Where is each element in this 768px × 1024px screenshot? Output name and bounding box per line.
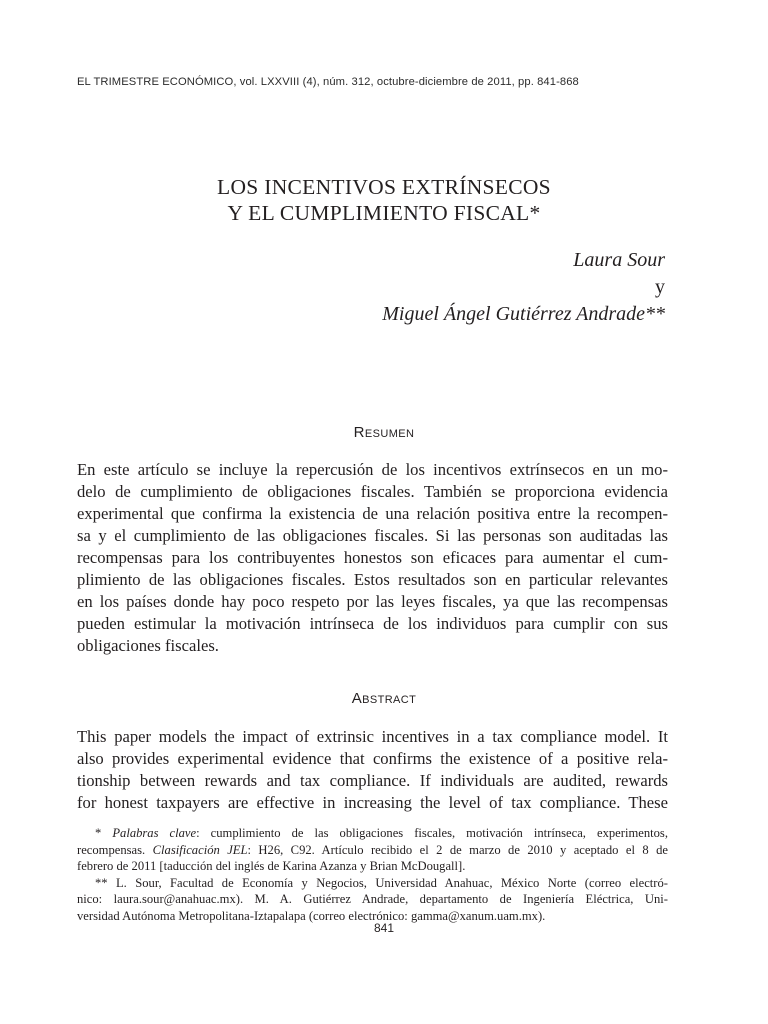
- resumen-line: sa y el cumplimiento de las obligaciones fiscales. Si las personas son auditadas las: [77, 526, 668, 545]
- abstract-heading: Abstract: [351, 690, 417, 707]
- resumen-line: delo de cumplimiento de obligaciones fiscales. También se proporciona evidencia: [77, 482, 668, 501]
- resumen-line: En este artículo se incluye la repercusión de los incentivos extrínsecos en un mo-: [77, 460, 668, 479]
- title-line-1: LOS INCENTIVOS EXTRÍNSECOS: [217, 175, 551, 199]
- jel-label: Clasificación JEL: [152, 842, 248, 857]
- abstract-line: also provides experimental evidence that confirms the existence of a positive rela-: [77, 749, 668, 768]
- resumen-heading: Resumen: [353, 424, 415, 441]
- title-line-2: Y EL CUMPLIMIENTO FISCAL*: [227, 201, 541, 225]
- author-2: Miguel Ángel Gutiérrez Andrade**: [382, 303, 665, 325]
- footnote-2-line-2: nico: laura.sour@anahuac.mx). M. A. Gutiérrez Andrade, departamento de Ingeniería Eléctrica, Uni-: [77, 892, 668, 906]
- abstract-line: This paper models the impact of extrinsic incentives in a tax compliance model. It: [77, 727, 668, 746]
- article-title: [0, 174, 768, 226]
- resumen-line: obligaciones fiscales.: [77, 636, 219, 655]
- footnotes: [77, 825, 668, 924]
- footnote-2-line-1: ** L. Sour, Facultad de Economía y Negocios, Universidad Anahuac, México Norte (correo electró-: [95, 875, 668, 890]
- keywords-text: : cumplimiento de las obligaciones fiscales, motivación intrínseca, experimentos,: [196, 826, 668, 840]
- resumen-line: experimental que confirma la existencia de una relación positiva entre la recompen-: [77, 504, 668, 523]
- abstract-line: for honest taxpayers are effective in increasing the level of tax compliance. These: [77, 793, 668, 812]
- resumen-line: pueden estimular la motivación intrínseca de los individuos para cumplir con sus: [77, 614, 668, 633]
- resumen-line: recompensas para los contribuyentes honestos son eficaces para aumentar el cum-: [77, 548, 668, 567]
- author-2-line: [382, 274, 665, 328]
- running-head: EL TRIMESTRE ECONÓMICO, vol. LXXVIII (4), núm. 312, octubre-diciembre de 2011, pp. 841-868: [77, 76, 579, 88]
- page-number: 841: [373, 921, 395, 935]
- footnote-1-line-3: febrero de 2011 [taducción del inglés de Karina Azanza y Brian McDougall].: [77, 859, 466, 873]
- abstract-paragraph: [77, 726, 668, 814]
- abstract-line: tionship between rewards and tax compliance. If individuals are audited, rewards: [77, 771, 668, 790]
- footnote-2-line-3: versidad Autónoma Metropolitana-Iztapalapa (correo electrónico: gamma@xanum.uam.mx).: [77, 908, 546, 923]
- author-connector: y: [655, 276, 665, 298]
- footnote-1-line-2: [77, 842, 668, 859]
- footnote-1-line-1: [77, 825, 668, 842]
- resumen-paragraph: [77, 459, 668, 657]
- resumen-line: plimiento de las obligaciones fiscales. Estos resultados son en particular relevantes: [77, 570, 668, 589]
- jel-text: : H26, C92. Artículo recibido el 2 de marzo de 2010 y aceptado el 8 de: [247, 842, 668, 857]
- resumen-line: en los países donde hay poco respeto por las leyes fiscales, ya que las recompensas: [77, 592, 668, 611]
- authors-block: [382, 247, 665, 328]
- keywords-text-end: recompensas.: [77, 842, 153, 857]
- author-1: Laura Sour: [573, 249, 665, 271]
- keywords-label: Palabras clave: [112, 826, 197, 840]
- footnote-1-marker: *: [95, 826, 113, 840]
